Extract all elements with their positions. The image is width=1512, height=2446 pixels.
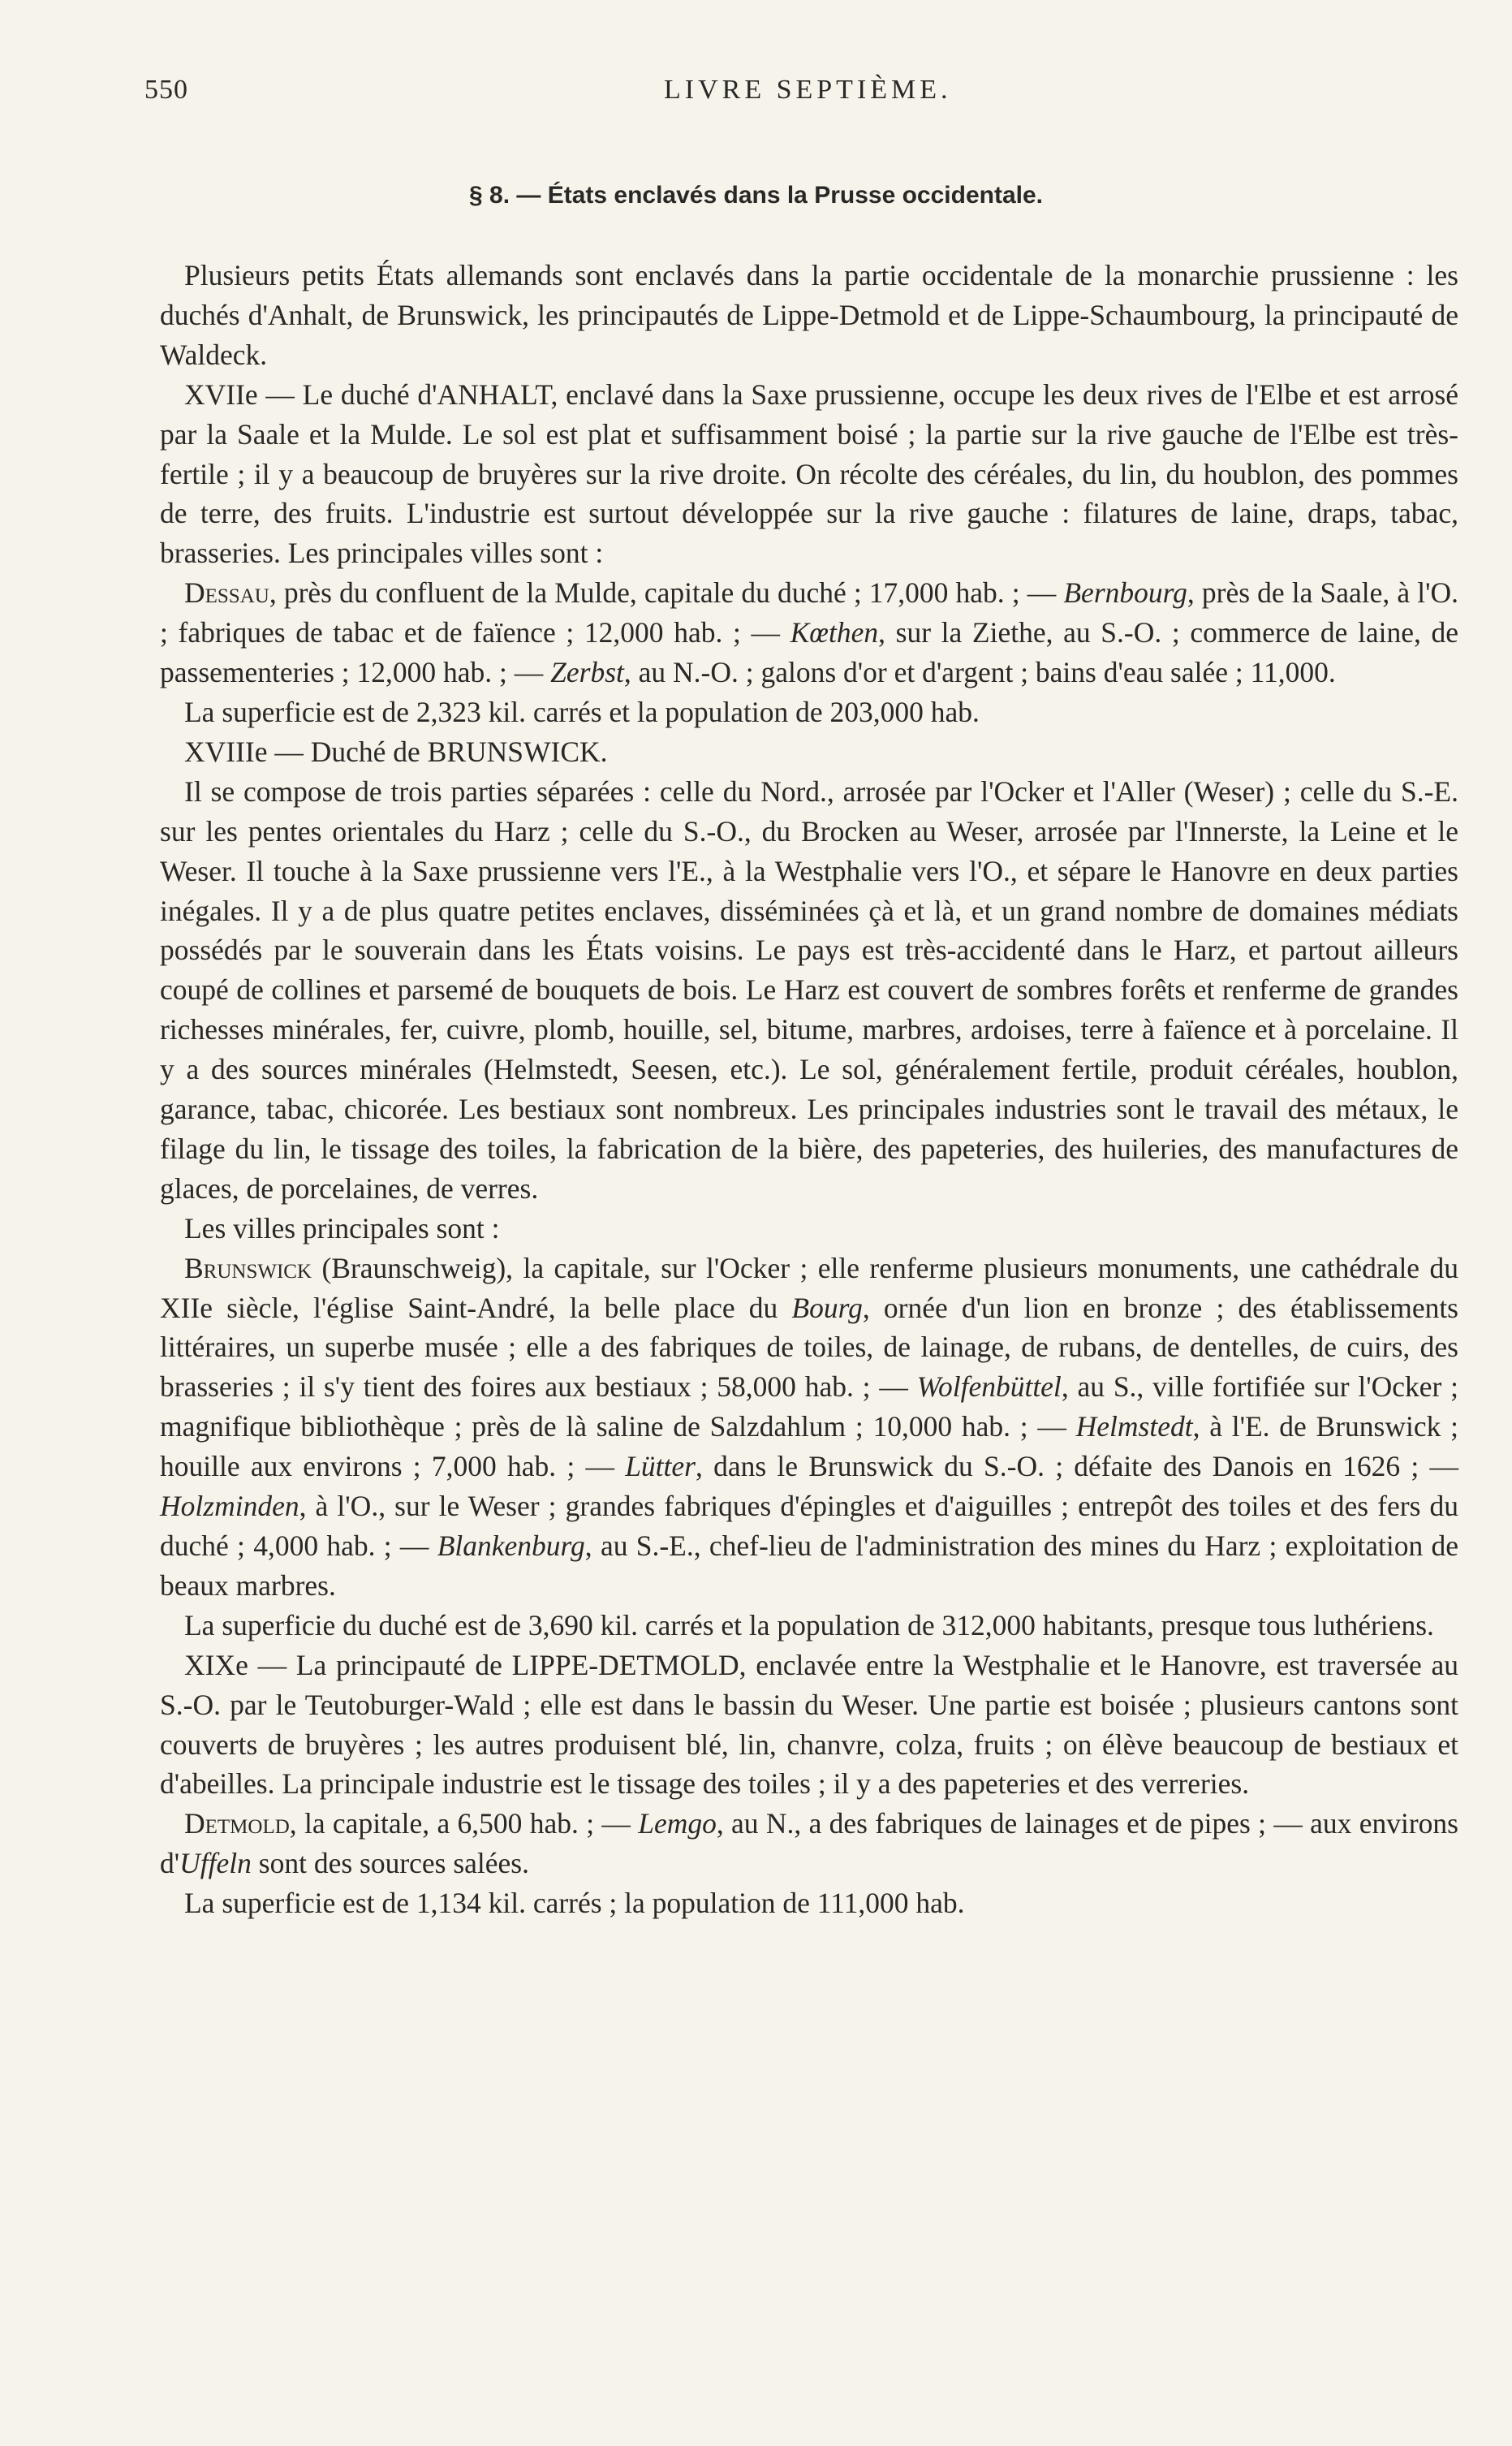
page-header xyxy=(144,75,1459,123)
section-title: § 8. — États enclavés dans la Prusse occidentale. xyxy=(468,182,1043,209)
paragraph-anhalt: XVIIe — Le duché d'ANHALT, enclavé dans la Saxe prussienne, occupe les deux rives de l'Elbe et est arrosé par la Saale et la Mulde. Le sol est plat et suffisamment boisé ; la partie sur la rive gauche de l'Elbe est très-fertile ; il y a beaucoup de bruyères sur la rive droite. On récolte des céréales, du lin, du houblon, des pommes de terre, des fruits. L'industrie est surtout développée sur la rive gauche : filatures de laine, draps, tabac, brasseries. Les principales villes sont : xyxy=(160,377,1458,570)
city-brunswick: Brunswick xyxy=(184,1251,312,1284)
paragraph-lippe-area: La superficie est de 1,134 kil. carrés ; la population de 111,000 hab. xyxy=(184,1887,965,1920)
text-span: , à l'O., sur le Weser ; grandes fabriques d'épingles et d'aiguilles ; entrepôt des toiles et des fers du duché ; 4,000 hab. ; — xyxy=(160,1490,1458,1562)
body-text xyxy=(160,256,1458,1923)
city-detmold: Detmold xyxy=(184,1807,290,1840)
paragraph-intro: Plusieurs petits États allemands sont enclavés dans la partie occidentale de la monarchie prussienne : les duchés d'Anhalt, de Brunswick, les principautés de Lippe-Detmold et de Lippe-Schaumbourg, la principauté de Waldeck. xyxy=(160,259,1458,371)
city-helmstedt: Helmstedt xyxy=(1075,1410,1193,1443)
city-wolfenbuttel: Wolfenbüttel xyxy=(916,1370,1062,1404)
place-bourg: Bourg xyxy=(791,1291,863,1324)
paragraph-lippe-cities xyxy=(160,1804,1458,1883)
paragraph-brunswick-cities xyxy=(160,1249,1458,1606)
text-span: , ornée d'un lion en bronze ; des établissements littéraires, un superbe musée ; elle a des fabriques de toiles, de lainage, de rubans, de dentelles, de cuirs, des brasseries ; il s'y tient des foires aux bestiaux ; 58,000 hab. ; — xyxy=(160,1291,1458,1404)
text-span: , à l'E. de Brunswick ; houille aux environs ; 7,000 hab. ; — xyxy=(160,1410,1458,1483)
paragraph-anhalt-area: La superficie est de 2,323 kil. carrés et la population de 203,000 hab. xyxy=(184,695,980,728)
place-uffeln: Uffeln xyxy=(179,1847,252,1880)
text-span: , au S.-E., chef-lieu de l'administration des mines du Harz ; exploitation de beaux marbres. xyxy=(160,1529,1458,1602)
city-dessau: Dessau xyxy=(184,576,269,610)
city-zerbst: Zerbst xyxy=(550,656,624,689)
city-koethen: Kœthen xyxy=(790,616,879,649)
text-span: , près du confluent de la Mulde, capitale du duché ; 17,000 hab. ; — xyxy=(269,576,1064,610)
text-span: , au N.-O. ; galons d'or et d'argent ; bains d'eau salée ; 11,000. xyxy=(623,656,1336,689)
paragraph-brunswick-area: La superficie du duché est de 3,690 kil. carrés et la population de 312,000 habitants, presque tous luthériens. xyxy=(184,1608,1434,1641)
text-span: , près de la Saale, à l'O. ; fabriques de tabac et de faïence ; 12,000 hab. ; — xyxy=(160,576,1458,649)
text-span: sont des sources salées. xyxy=(251,1847,529,1880)
city-holzminden: Holzminden xyxy=(160,1490,299,1523)
paragraph-brunswick: Il se compose de trois parties séparées : celle du Nord., arrosée par l'Ocker et l'Aller (Weser) ; celle du S.-E. sur les pentes orientales du Harz ; celle du S.-O., du Brocken au Weser, arrosée par l'Innerste, la Leine et le Weser. Il touche à la Saxe prussienne vers l'E., à la Westphalie vers l'O., et sépare le Hanovre en deux parties inégales. Il y a de plus quatre petites enclaves, disséminées çà et là, et un grand nombre de domaines médiats possédés par le souverain dans les États voisins. Le pays est très-accidenté dans le Harz, et partout ailleurs coupé de collines et parsemé de bouquets de bois. Le Harz est couvert de sombres forêts et renferme de grandes richesses minérales, fer, cuivre, plomb, houille, sel, bitume, marbres, ardoises, terre à faïence et à porcelaine. Il y a des sources minérales (Helmstedt, Seesen, etc.). Le sol, généralement fertile, produit céréales, houblon, garance, tabac, chicorée. Les bestiaux sont nombreux. Les principales industries sont le travail des métaux, le filage du lin, le tissage des toiles, la fabrication de la bière, des papeteries, des huileries, des manufactures de glaces, de porcelaines, de verres. xyxy=(160,774,1458,1205)
text-span: (Braunschweig), la capitale, sur l'Ocker ; elle renferme plusieurs monuments, une cathédrale du XIIe siècle, l'église Saint-André, la belle place du xyxy=(160,1251,1458,1324)
paragraph-brunswick-title: XVIIIe — Duché de BRUNSWICK. xyxy=(184,735,608,768)
city-blankenburg: Blankenburg xyxy=(437,1529,585,1562)
text-span: , dans le Brunswick du S.-O. ; défaite des Danois en 1626 ; — xyxy=(695,1450,1458,1483)
page-number: 550 xyxy=(144,75,188,105)
city-lutter: Lütter xyxy=(625,1450,696,1483)
city-bernbourg: Bernbourg xyxy=(1063,576,1187,610)
running-title: LIVRE SEPTIÈME. xyxy=(664,75,952,105)
text-span: , au S., ville fortifiée sur l'Ocker ; magnifique bibliothèque ; près de là saline de Salzdahlum ; 10,000 hab. ; — xyxy=(160,1370,1458,1443)
paragraph-brunswick-cities-intro: Les villes principales sont : xyxy=(184,1211,500,1245)
text-span: , au N., a des fabriques de lainages et de pipes ; — aux environs d' xyxy=(160,1807,1459,1880)
city-lemgo: Lemgo xyxy=(638,1807,717,1840)
text-span: , la capitale, a 6,500 hab. ; — xyxy=(289,1807,639,1840)
paragraph-anhalt-cities xyxy=(160,573,1458,692)
text-span: , sur la Ziethe, au S.-O. ; commerce de laine, de passementeries ; 12,000 hab. ; — xyxy=(160,616,1458,689)
paragraph-lippe: XIXe — La principauté de LIPPE-DETMOLD, enclavée entre la Westphalie et le Hanovre, est traversée au S.-O. par le Teutoburger-Wald ; elle est dans le bassin du Weser. Une partie est boisée ; plusieurs cantons sont couverts de bruyères ; les autres produisent blé, lin, chanvre, colza, fruits ; on élève beaucoup de bestiaux et d'abeilles. La principale industrie est le tissage des toiles ; il y a des papeteries et des verreries. xyxy=(160,1648,1458,1801)
